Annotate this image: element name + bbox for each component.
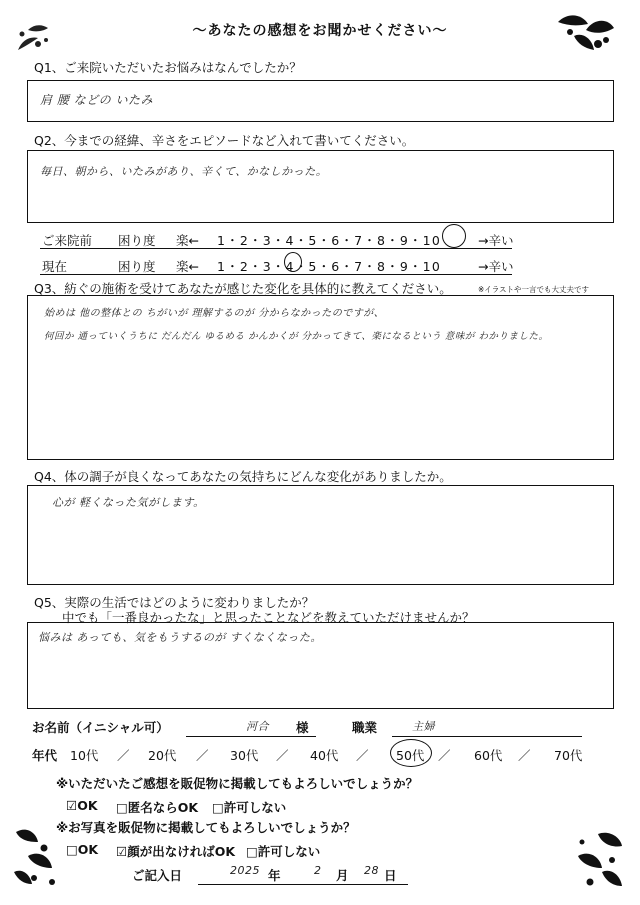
scale-before-right: →辛い (478, 233, 514, 248)
age-label: 年代 (32, 748, 58, 763)
photo-option-deny[interactable]: □許可しない (246, 844, 321, 859)
age-sep-1: ／ (117, 748, 130, 763)
publish-option-ok[interactable]: ☑OK (66, 798, 98, 813)
date-year: 2025 (230, 864, 260, 877)
photo-question: ※お写真を販促物に掲載してもよろしいでしょうか？ (56, 820, 356, 835)
scale-before-numbers: 1・2・3・4・5・6・7・8・9・10 (217, 233, 441, 248)
q4-answer-box (27, 485, 614, 585)
publish-option-anonymous[interactable]: □匿名ならOK (116, 800, 199, 815)
scale-now-underline (40, 274, 512, 275)
scale-before-label: ご来院前 (42, 233, 93, 248)
age-option-10: 10代 (70, 748, 99, 763)
q1-label: Q1、ご来院いただいたお悩みはなんでしたか？ (34, 60, 302, 75)
scale-now-left: 楽← (176, 259, 199, 274)
page-title: 〜あなたの感想をお聞かせください〜 (192, 23, 448, 39)
age-sep-2: ／ (196, 748, 209, 763)
scale-now-selected-circle (284, 252, 302, 272)
q4-label: Q4、体の調子が良くなってあなたの気持ちにどんな変化がありましたか。 (34, 469, 452, 484)
age-sep-6: ／ (518, 748, 531, 763)
q1-answer-box (27, 80, 614, 122)
date-month: 2 (314, 864, 322, 877)
date-label: ご記入日 (132, 868, 183, 883)
scale-before-underline (40, 248, 512, 249)
scale-before-degree: 困り度 (118, 233, 156, 248)
scale-before-selected-circle (442, 224, 466, 248)
name-underline (186, 736, 316, 737)
q2-answer: 毎日、朝から、いたみがあり、辛くて、かなしかった。 (40, 165, 328, 178)
honorific: 様 (296, 720, 309, 735)
q5-answer-box (27, 622, 614, 709)
age-sep-4: ／ (356, 748, 369, 763)
age-selected-circle (390, 739, 432, 767)
date-day: 28 (364, 864, 379, 877)
q5-label: Q5、実際の生活ではどのように変わりましたか？ (34, 595, 315, 610)
age-sep-3: ／ (276, 748, 289, 763)
name-value: 河合 (246, 720, 269, 733)
photo-option-no-face[interactable]: ☑顔が出なければOK (116, 844, 236, 859)
name-label: お名前（イニシャル可） (32, 720, 169, 735)
q1-answer: 肩 腰 などの いたみ (40, 93, 153, 107)
publish-option-deny[interactable]: □許可しない (212, 800, 287, 815)
q3-answer-box (27, 295, 614, 460)
q5-sub: 中でも「一番良かったな」と思ったことなどを教えていただけませんか？ (62, 610, 475, 625)
date-underline (198, 884, 408, 885)
age-sep-5: ／ (438, 748, 451, 763)
q3-note: ※イラストや一言でも大丈夫です (478, 285, 590, 294)
scale-now-degree: 困り度 (118, 259, 156, 274)
scale-now-right: →辛い (478, 259, 514, 274)
q5-answer: 悩みは あっても、気をもうするのが すくなくなった。 (38, 631, 322, 644)
q3-answer-line2: 何回か 通っていくうちに だんだん ゆるめる かんかくが 分かってきて、楽になるという 意味が わかりました。 (44, 331, 549, 342)
job-label: 職業 (352, 720, 378, 735)
age-option-20: 20代 (148, 748, 177, 763)
q2-label: Q2、今までの経緯、辛さをエピソードなど入れて書いてください。 (34, 133, 415, 148)
job-underline (392, 736, 582, 737)
job-value: 主婦 (412, 720, 435, 733)
q2-answer-box (27, 150, 614, 223)
publish-question: ※いただいたご感想を販促物に掲載してもよろしいでしょうか？ (56, 776, 419, 791)
age-option-30: 30代 (230, 748, 259, 763)
date-year-unit: 年 (268, 868, 281, 883)
scale-now-label: 現在 (42, 259, 68, 274)
scale-before-left: 楽← (176, 233, 199, 248)
q3-answer-line1: 始めは 他の整体との ちがいが 理解するのが 分からなかったのですが、 (44, 308, 385, 319)
age-option-40: 40代 (310, 748, 339, 763)
holly-ornament-bottom-right-icon (568, 826, 630, 896)
date-month-unit: 月 (336, 868, 349, 883)
date-day-unit: 日 (384, 868, 397, 883)
age-option-70: 70代 (554, 748, 583, 763)
q3-label: Q3、紡ぐの施術を受けてあなたが感じた変化を具体的に教えてください。 (34, 281, 452, 296)
age-option-50: 50代 (396, 748, 425, 763)
q4-answer: 心が 軽くなった気がします。 (52, 496, 205, 509)
age-option-60: 60代 (474, 748, 503, 763)
photo-option-ok[interactable]: □OK (66, 842, 99, 857)
scale-now-numbers: 1・2・3・4・5・6・7・8・9・10 (217, 259, 441, 274)
